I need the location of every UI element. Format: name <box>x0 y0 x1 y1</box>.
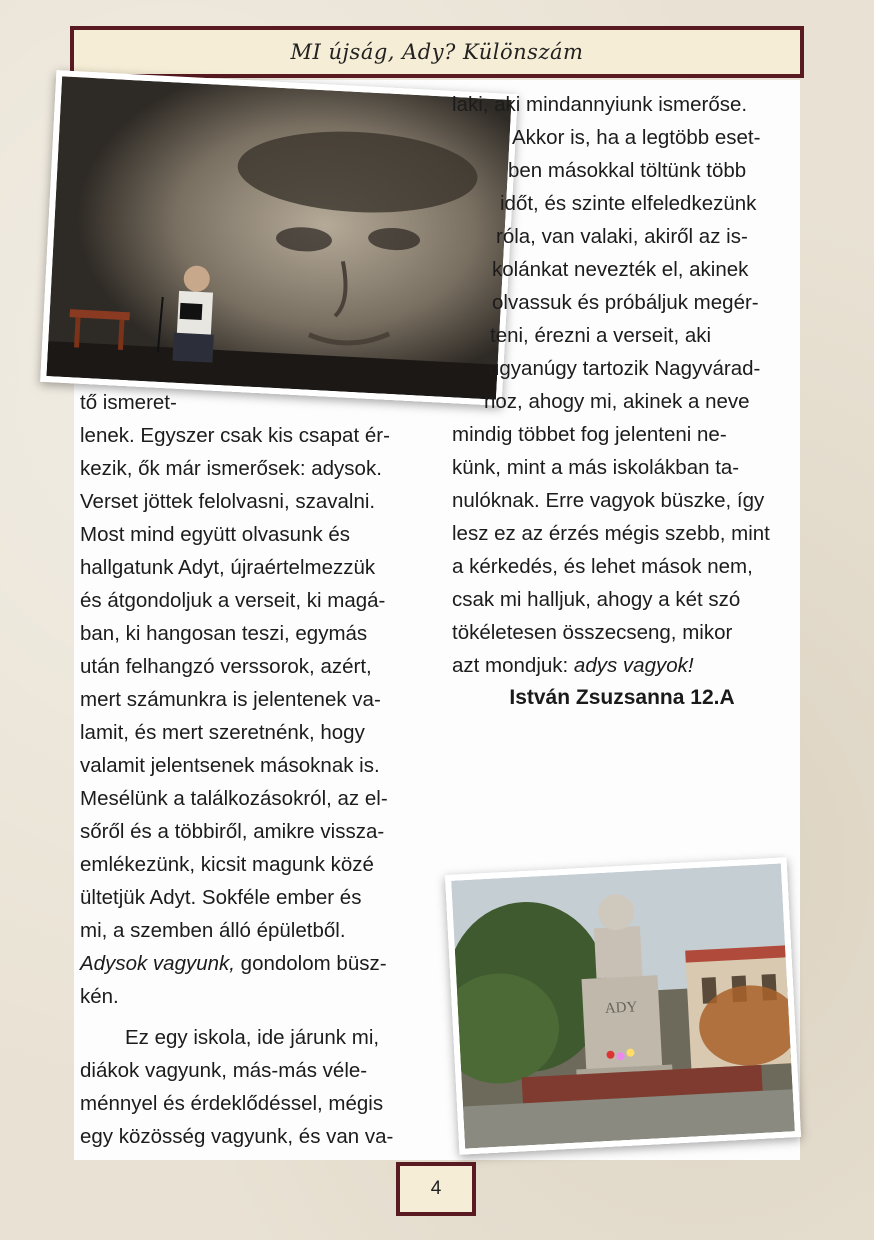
text-line: róla, van valaki, akiről az is- <box>496 225 748 248</box>
text-line: lenek. Egyszer csak kis csapat ér- <box>80 424 390 447</box>
text-line: diákok vagyunk, más-más véle- <box>80 1059 368 1082</box>
text-line: kolánkat nevezték el, akinek <box>492 258 749 281</box>
text-line: után felhangzó verssorok, azért, <box>80 655 372 678</box>
right-column <box>452 88 792 682</box>
page-number: 4 <box>400 1166 472 1212</box>
text-line: ugyanúgy tartozik Nagyvárad- <box>488 357 761 380</box>
text-line: a kérkedés, és lehet mások nem, <box>452 555 753 578</box>
text-line: künk, mint a más iskolákban ta- <box>452 456 740 479</box>
text-line: emlékezünk, kicsit magunk közé <box>80 853 374 876</box>
statue-sign: ADY <box>604 999 638 1017</box>
text-line-mixed <box>80 947 423 980</box>
text-fragment: azt mondjuk: <box>452 654 574 677</box>
text-line: csak mi halljuk, ahogy a két szó <box>452 588 741 611</box>
text-fragment: gondolom büsz- <box>234 952 387 975</box>
text-line: hallgatunk Adyt, újraértelmezzük <box>80 556 376 579</box>
text-line: mert számunkra is jelentenek va- <box>80 688 381 711</box>
text-line: ban, ki hangosan teszi, egymás <box>80 622 368 645</box>
text-line: egy közösség vagyunk, és van va- <box>80 1125 394 1148</box>
text-line: lamit, és mert szeretnénk, hogy <box>80 721 365 744</box>
text-line: és átgondoljuk a verseit, ki magá- <box>80 589 386 612</box>
text-line: valamit jelentsenek másoknak is. <box>80 754 380 777</box>
text-line: lesz ez az érzés mégis szebb, mint <box>452 522 770 545</box>
statue-photo-illustration <box>451 864 795 1149</box>
text-line: mindig többet fog jelenteni ne- <box>452 423 727 446</box>
text-line: Verset jöttek felolvasni, szavalni. <box>80 490 376 513</box>
text-line: időt, és szinte elfeledkezünk <box>500 192 757 215</box>
stage-photo <box>40 70 518 406</box>
header-banner <box>70 26 804 78</box>
text-line: sőről és a többiről, amikre vissza- <box>80 820 385 843</box>
text-line: kezik, ők már ismerősek: adysok. <box>80 457 382 480</box>
text-line: ültetjük Adyt. Sokféle ember és <box>80 886 362 909</box>
text-line: tökéletesen összecseng, mikor <box>452 621 733 644</box>
text-line: tő ismeret- <box>80 391 177 414</box>
text-line-mixed <box>452 649 792 682</box>
text-line: nulóknak. Erre vagyok büszke, így <box>452 489 765 512</box>
header-frame <box>74 30 800 74</box>
text-line: olvassuk és próbáljuk megér- <box>492 291 759 314</box>
text-line: Most mind együtt olvasunk és <box>80 523 351 546</box>
text-line: ben másokkal töltünk több <box>508 159 747 182</box>
stage-photo-illustration <box>46 76 511 399</box>
page-number-box <box>396 1162 476 1216</box>
text-line: Ez egy iskola, ide járunk mi, <box>125 1026 380 1049</box>
statue-photo <box>445 857 801 1155</box>
author-signature: István Zsuzsanna 12.A <box>509 686 735 709</box>
text-line: mi, a szemben álló épületből. <box>80 919 346 942</box>
header-title: MI újság, Ady? Különszám <box>290 40 584 64</box>
text-line: hoz, ahogy mi, akinek a neve <box>484 390 750 413</box>
text-line: Akkor is, ha a legtöbb eset- <box>512 126 761 149</box>
text-line: teni, érezni a verseit, aki <box>490 324 712 347</box>
text-line: Mesélünk a találkozásokról, az el- <box>80 787 388 810</box>
text-line: laki, aki mindannyiunk ismerőse. <box>452 93 748 116</box>
text-line: kén. <box>80 985 119 1008</box>
left-column <box>80 386 423 1153</box>
italic-phrase: Adysok vagyunk, <box>80 952 235 975</box>
text-line: ménnyel és érdeklődéssel, mégis <box>80 1092 384 1115</box>
italic-phrase: adys vagyok! <box>573 654 694 677</box>
